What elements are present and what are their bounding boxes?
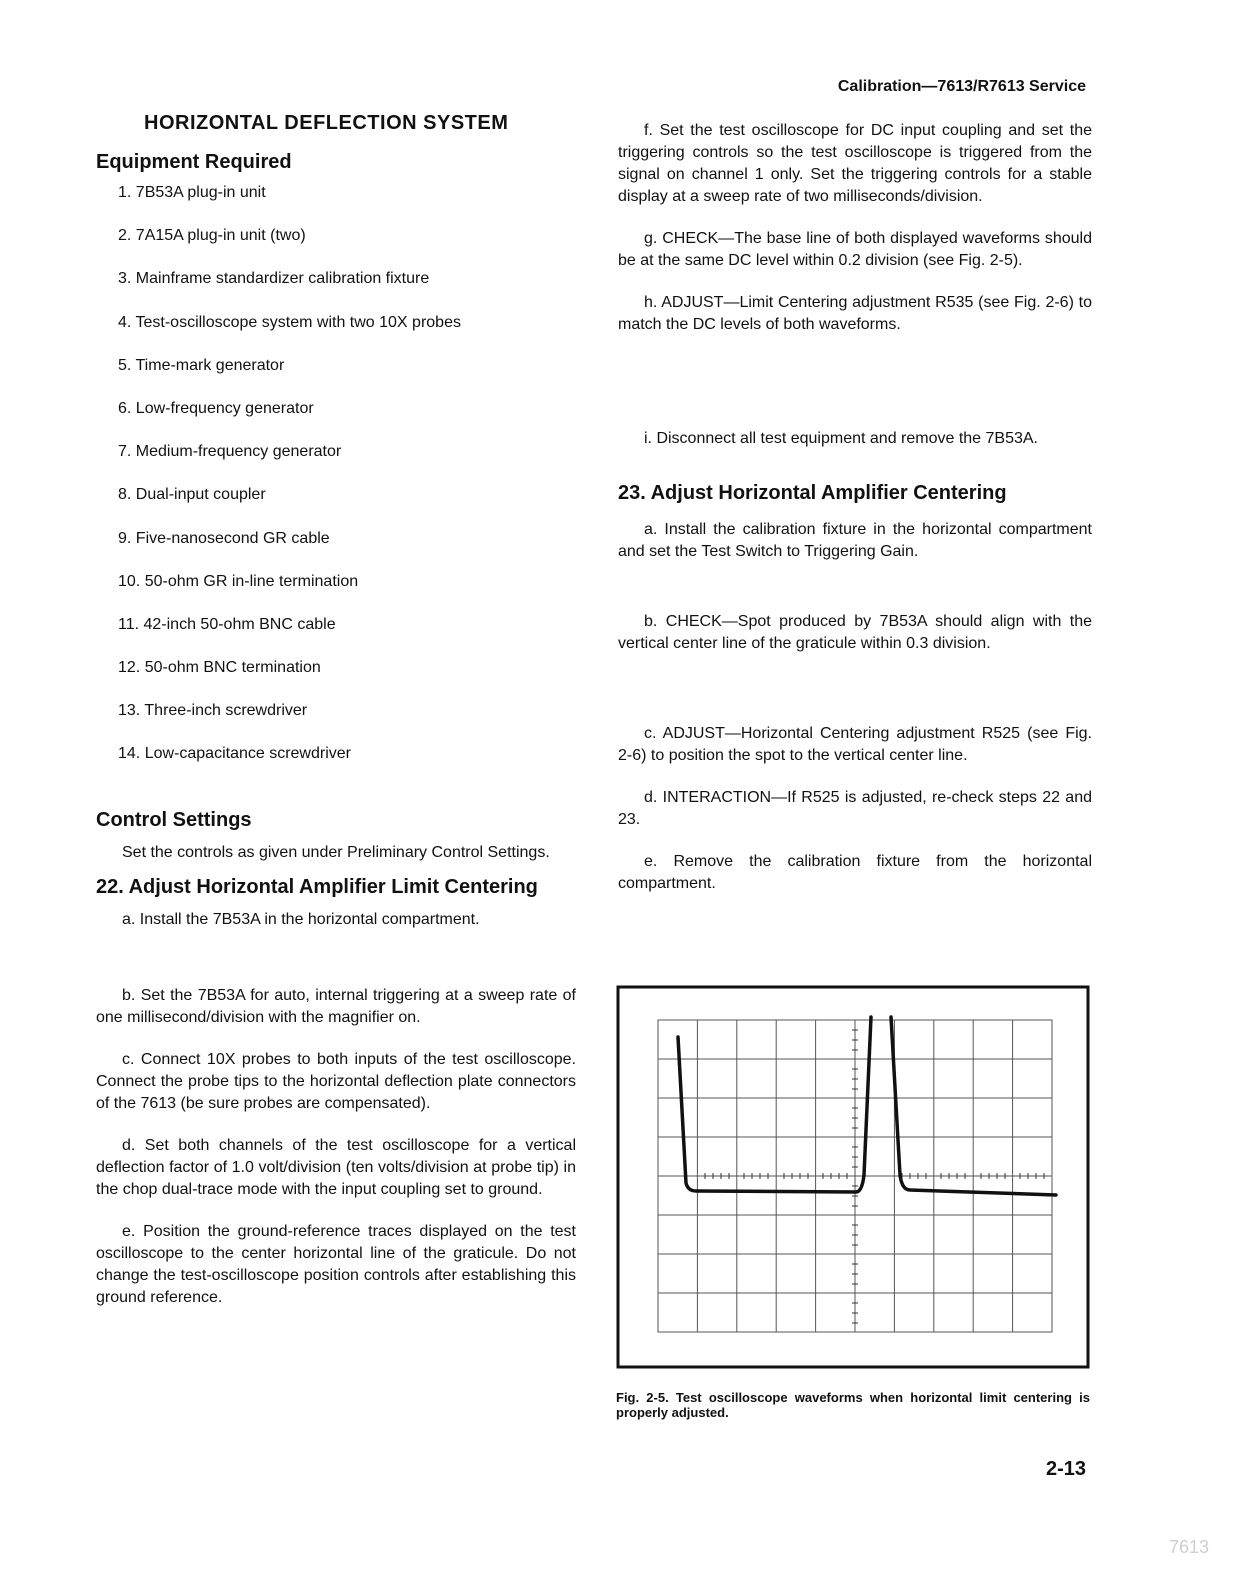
step-23-b: b. CHECK—Spot produced by 7B53A should align with the vertical center line of the graticule within 0.3 division. [618, 613, 1092, 652]
step-22-g: g. CHECK—The base line of both displayed waveforms should be at the same DC level within 0.2 division (see Fig. 2-5). [618, 230, 1092, 269]
step-22-h: h. ADJUST—Limit Centering adjustment R535 (see Fig. 2-6) to match the DC levels of both waveforms. [618, 294, 1092, 333]
list-item: 7. Medium-frequency generator [118, 443, 342, 461]
list-item: 5. Time-mark generator [118, 356, 285, 374]
step-22-f: f. Set the test oscilloscope for DC input coupling and set the triggering controls so the test oscilloscope is triggered from the signal on channel 1 only. Set the triggering controls for a stable display at a sweep rate of two milliseconds/division. [618, 122, 1092, 205]
left-column [96, 112, 576, 1309]
list-item: 14. Low-capacitance screwdriver [118, 745, 351, 763]
page-number: 2-13 [1045, 1458, 1086, 1480]
list-item: 2. 7A15A plug-in unit (two) [118, 227, 306, 245]
list-item: 6. Low-frequency generator [118, 399, 314, 417]
step-22-b: b. Set the 7B53A for auto, internal triggering at a sweep rate of one millisecond/division with the magnifier on. [96, 986, 576, 1026]
list-item: 4. Test-oscilloscope system with two 10X probes [118, 313, 461, 331]
watermark: 7613 [1168, 1537, 1209, 1557]
oscilloscope-figure [616, 985, 1090, 1369]
equipment-list [96, 184, 576, 789]
control-settings-text: Set the controls as given under Preliminary Control Settings. [122, 843, 550, 861]
step-23-e: e. Remove the calibration fixture from the horizontal compartment. [618, 853, 1092, 892]
right-column [618, 120, 1092, 895]
step-22-d: d. Set both channels of the test oscilloscope for a vertical deflection factor of 1.0 volt/division (ten volts/division at probe tip) in the chop dual-trace mode with the input coupling set to ground. [96, 1136, 576, 1198]
section-title: HORIZONTAL DEFLECTION SYSTEM [144, 112, 509, 134]
step-23-c: c. ADJUST—Horizontal Centering adjustment R525 (see Fig. 2-6) to position the spot to the vertical center line. [618, 725, 1092, 764]
list-item: 9. Five-nanosecond GR cable [118, 529, 330, 547]
step-23-title: 23. Adjust Horizontal Amplifier Centering [618, 482, 1007, 504]
figure-caption: Fig. 2-5. Test oscilloscope waveforms when horizontal limit centering is properly adjusted. [616, 1390, 1090, 1420]
list-item: 8. Dual-input coupler [118, 486, 266, 504]
equipment-heading: Equipment Required [96, 151, 292, 173]
list-item: 10. 50-ohm GR in-line termination [118, 572, 359, 590]
list-item: 1. 7B53A plug-in unit [118, 184, 266, 201]
step-22-i: i. Disconnect all test equipment and remove the 7B53A. [644, 430, 1038, 447]
control-settings-heading: Control Settings [96, 808, 252, 831]
step-22-title: 22. Adjust Horizontal Amplifier Limit Centering [96, 875, 538, 898]
list-item: 13. Three-inch screwdriver [118, 702, 308, 720]
list-item: 3. Mainframe standardizer calibration fixture [118, 270, 430, 288]
step-22-a: a. Install the 7B53A in the horizontal compartment. [122, 910, 480, 928]
list-item: 11. 42-inch 50-ohm BNC cable [118, 615, 336, 633]
step-22-c: c. Connect 10X probes to both inputs of the test oscilloscope. Connect the probe tips to the horizontal deflection plate connectors of the 7613 (be sure probes are compensated). [96, 1050, 576, 1112]
step-23-d: d. INTERACTION—If R525 is adjusted, re-check steps 22 and 23. [618, 789, 1092, 828]
list-item: 12. 50-ohm BNC termination [118, 659, 321, 677]
running-header: Calibration—7613/R7613 Service [837, 78, 1086, 95]
step-23-a: a. Install the calibration fixture in the horizontal compartment and set the Test Switch to Triggering Gain. [618, 521, 1092, 560]
step-22-e: e. Position the ground-reference traces displayed on the test oscilloscope to the center horizontal line of the graticule. Do not change the test-oscilloscope position controls after establishing this ground reference. [96, 1222, 576, 1306]
